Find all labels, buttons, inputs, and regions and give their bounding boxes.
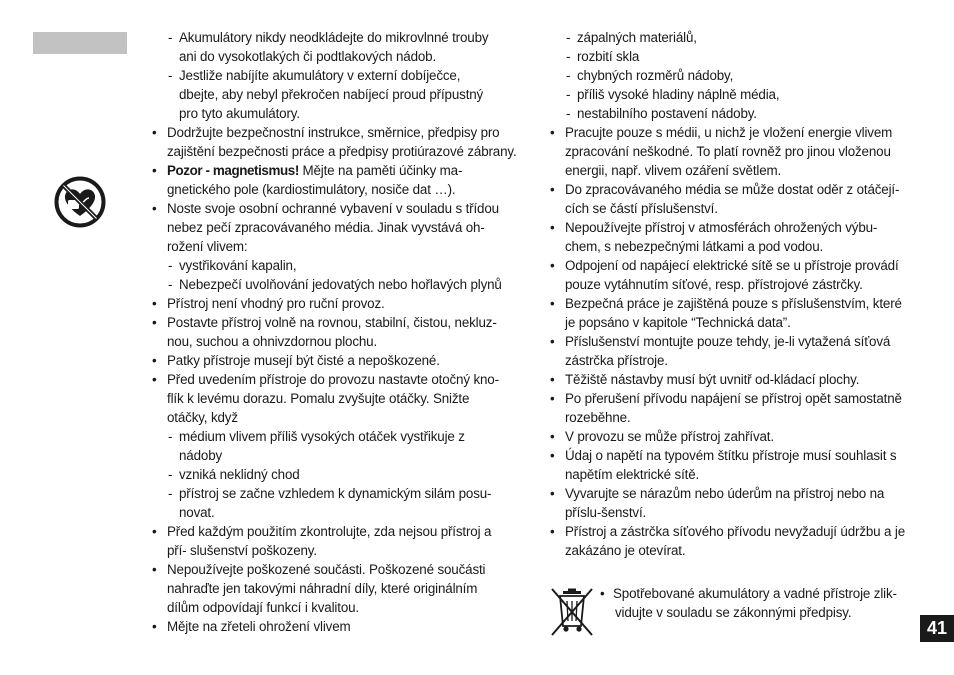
bullet-marker: • [550,391,555,406]
dash-item [548,66,928,85]
item-text: Vyvarujte se nárazům nebo úderům na přístroj nebo na [565,486,885,501]
bullet-item [548,218,928,237]
item-text: vidujte v souladu se zákonnými předpisy. [615,605,852,620]
item-text: Těžiště nástavby musí být uvnitř od-kládací plochy. [565,372,860,387]
bullet-item [548,123,928,142]
item-text: Před uvedením přístroje do provozu nastavte otočný kno- [167,372,499,387]
bullet-item [150,123,528,142]
item-continuation [548,142,928,161]
item-text: Přístroj a zástrčka síťového přívodu nevyžadují údržbu a je [565,524,906,539]
item-continuation [150,408,528,427]
item-text: Do zpracovávaného média se může dostat oděr z otáčejí- [565,182,900,197]
item-text: novat. [179,505,215,520]
magnetism-warning-label: Pozor - magnetismus! [167,163,299,178]
item-continuation [548,161,928,180]
item-text: Spotřebované akumulátory a vadné přístroje zlik- [613,586,897,601]
item-text: nestabilního postavení nádoby. [577,106,757,121]
dash-marker: - [168,467,173,482]
item-text: Nebezpečí uvolňování jedovatých nebo hořlavých plynů [179,277,502,292]
item-continuation [150,503,528,522]
dash-marker: - [168,429,173,444]
section-tab [33,32,127,54]
bullet-item [598,584,897,603]
item-text: gnetického pole (kardiostimulátory, nosiče dat …). [167,182,456,197]
disposal-note [598,584,897,622]
item-text: příliš vysoké hladiny náplně média, [577,87,780,102]
item-text: Jestliže nabíjíte akumulátory v externí dobíječce, [179,68,461,83]
right-text-column [548,28,928,560]
dash-marker: - [168,30,173,45]
item-text: Akumulátory nikdy neodkládejte do mikrovlnné trouby [179,30,489,45]
item-continuation [548,465,928,484]
item-continuation [150,104,528,123]
item-text: Patky přístroje musejí být čisté a nepoškozené. [167,353,440,368]
item-text: pouze vytáhnutím síťové, resp. přístrojové zástrčky. [565,277,863,292]
item-continuation [150,218,528,237]
item-text: příslu-šenství. [565,505,647,520]
item-continuation [150,598,528,617]
bullet-marker: • [550,486,555,501]
bullet-marker: • [550,334,555,349]
dash-marker: - [168,277,173,292]
item-continuation [598,603,897,622]
dash-marker: - [566,87,571,102]
item-continuation [150,180,528,199]
item-continuation [548,503,928,522]
dash-item [548,104,928,123]
dash-marker: - [168,486,173,501]
item-text: vzniká neklidný chod [179,467,300,482]
item-continuation [150,85,528,104]
bullet-marker: • [152,125,157,140]
bullet-item [548,370,928,389]
bullet-marker: • [152,163,157,178]
item-text: je popsáno v kapitole “Technická data”. [565,315,791,330]
item-continuation [548,351,928,370]
bullet-item [548,522,928,541]
dash-marker: - [566,30,571,45]
item-continuation [548,541,928,560]
item-text: zápalných materiálů, [577,30,697,45]
bullet-marker: • [152,372,157,387]
bullet-marker: • [550,220,555,235]
bullet-item [150,313,528,332]
bullet-marker: • [550,448,555,463]
item-text: nebez pečí zpracovávaného média. Jinak vyvstává oh- [167,220,485,235]
dash-marker: - [168,258,173,273]
bullet-marker: • [550,429,555,444]
item-text: dílům odpovídají funkcí i kvalitou. [167,600,359,615]
item-continuation [548,237,928,256]
item-text: Nepoužívejte poškozené součásti. Poškozené součásti [167,562,486,577]
item-text: dbejte, aby nebyl překročen nabíjecí proud přípustný [179,87,484,102]
item-text: energii, např. vlivem ozáření světlem. [565,163,782,178]
item-continuation [150,47,528,66]
item-text: Postavte přístroj volně na rovnou, stabilní, čistou, nekluz- [167,315,497,330]
item-continuation [548,275,928,294]
no-pacemaker-icon [54,176,106,228]
bullet-marker: • [550,258,555,273]
item-text: zajištění bezpečnosti práce a předpisy protiúrazové zábrany. [167,144,517,159]
item-text: přístroj se začne vzhledem k dynamickým silám posu- [179,486,492,501]
item-text: pro tyto akumulátory. [179,106,300,121]
item-text: vystřikování kapalin, [179,258,297,273]
bullet-item [150,199,528,218]
item-continuation [150,237,528,256]
page-number: 41 [920,615,954,642]
item-text: Odpojení od napájecí elektrické sítě se u přístroje provádí [565,258,899,273]
item-continuation [150,389,528,408]
dash-item [150,427,528,446]
bullet-item [548,332,928,351]
bullet-marker: • [550,182,555,197]
bullet-marker: • [550,524,555,539]
bullet-marker: • [152,201,157,216]
item-text: zástrčka přístroje. [565,353,668,368]
bullet-item [150,351,528,370]
item-text: Bezpečná práce je zajištěná pouze s příslušenstvím, které [565,296,902,311]
bullet-marker: • [152,562,157,577]
dash-marker: - [566,106,571,121]
item-text: Příslušenství montujte pouze tehdy, je-li vytažená síťová [565,334,891,349]
bullet-item [548,256,928,275]
dash-item [548,85,928,104]
bullet-item [150,161,528,180]
item-text: nahraďte jen takovými náhradní díly, které originálním [167,581,478,596]
item-text: Před každým použitím zkontrolujte, zda nejsou přístroj a [167,524,492,539]
item-text: Přístroj není vhodný pro ruční provoz. [167,296,385,311]
item-text: napětím elektrické sítě. [565,467,700,482]
dash-item [150,275,528,294]
bullet-marker: • [550,125,555,140]
item-text: chem, s nebezpečnými látkami a pod vodou. [565,239,824,254]
left-text-column [150,28,528,636]
item-text: Údaj o napětí na typovém štítku přístroje musí souhlasit s [565,448,897,463]
bullet-marker: • [152,296,157,311]
dash-item [548,47,928,66]
dash-marker: - [566,49,571,64]
item-text: nou, suchou a ohnivzdornou plochu. [167,334,378,349]
bullet-item [150,522,528,541]
item-continuation [150,579,528,598]
bullet-marker: • [152,619,157,634]
dash-item [150,484,528,503]
item-text: chybných rozměrů nádoby, [577,68,734,83]
dash-item [150,28,528,47]
bullet-item [548,484,928,503]
dash-item [150,66,528,85]
bullet-marker: • [550,296,555,311]
item-text: otáčky, když [167,410,238,425]
dash-marker: - [566,68,571,83]
item-text: Pracujte pouze s médii, u nichž je vložení energie vlivem [565,125,893,140]
item-text: rožení vlivem: [167,239,248,254]
item-text: zakázáno je otevírat. [565,543,686,558]
bullet-item [150,370,528,389]
item-text: cích se částí příslušenství. [565,201,718,216]
item-continuation [548,199,928,218]
item-text: ani do vysokotlakých či podtlakových nádob. [179,49,437,64]
bullet-item [150,294,528,313]
item-text: Mějte na zřeteli ohrožení vlivem [167,619,351,634]
bullet-item [548,427,928,446]
item-text: Mějte na paměti účinky ma- [298,163,463,178]
bullet-item [548,446,928,465]
item-text: rozeběhne. [565,410,631,425]
item-text: V provozu se může přístroj zahřívat. [565,429,774,444]
item-text: médium vlivem příliš vysokých otáček vystřikuje z [179,429,465,444]
item-text: pří- slušenství poškozeny. [167,543,317,558]
dash-marker: - [168,68,173,83]
item-continuation [150,142,528,161]
item-text: zpracování neškodné. To platí rovněž pro jinou vloženou [565,144,891,159]
bullet-marker: • [152,524,157,539]
item-continuation [150,541,528,560]
dash-item [150,465,528,484]
dash-item [548,28,928,47]
item-text: Po přerušení přívodu napájení se přístroj opět samostatně [565,391,902,406]
item-text: nádoby [179,448,223,463]
item-text: Dodržujte bezpečnostní instrukce, směrnice, předpisy pro [167,125,500,140]
item-continuation [548,408,928,427]
item-continuation [150,332,528,351]
item-text: Noste svoje osobní ochranné vybavení v souladu s třídou [167,201,499,216]
bullet-marker: • [152,353,157,368]
bullet-item [548,294,928,313]
bullet-item [548,389,928,408]
item-continuation [150,446,528,465]
bullet-marker: • [152,315,157,330]
bullet-item [150,617,528,636]
item-text: rozbití skla [577,49,640,64]
dash-item [150,256,528,275]
item-text: flík k levému dorazu. Pomalu zvyšujte otáčky. Snižte [167,391,470,406]
bullet-item [548,180,928,199]
item-text: Nepoužívejte přístroj v atmosférách ohrožených výbu- [565,220,878,235]
bullet-marker: • [550,372,555,387]
crossed-out-wheelie-bin-icon [549,586,595,638]
bullet-item [150,560,528,579]
bullet-marker: • [600,586,605,601]
item-continuation [548,313,928,332]
